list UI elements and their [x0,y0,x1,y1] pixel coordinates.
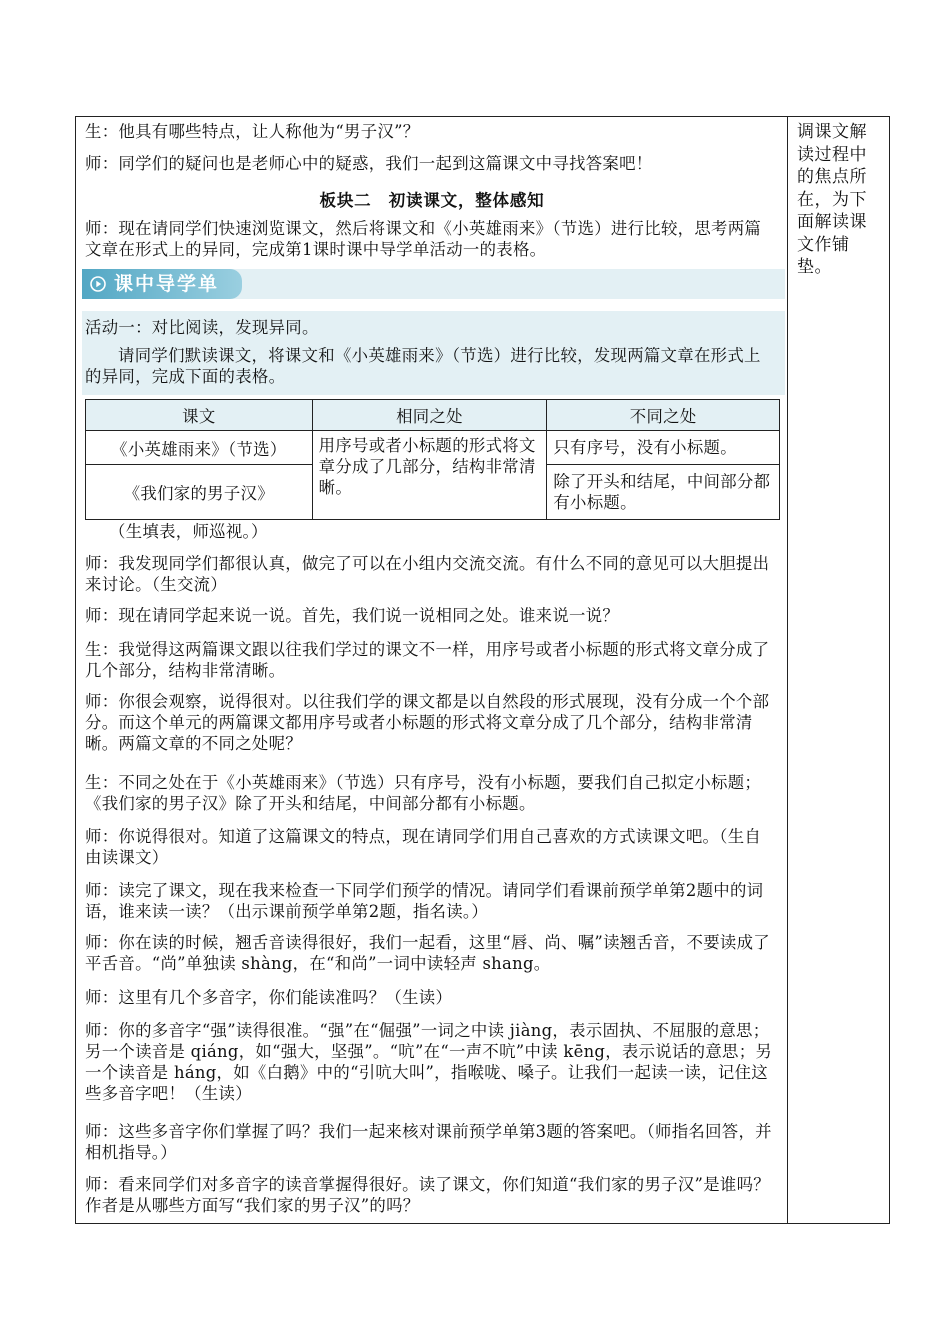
table-header-cell: 不同之处 [547,400,780,431]
lesson-plan-table [75,116,890,1224]
dialogue-line: 师：同学们的疑问也是老师心中的疑惑，我们一起到这篇课文中寻找答案吧！ [85,154,653,173]
dialogue-line: 师：这里有几个多音字，你们能读准吗？（生读） [85,988,453,1007]
dialogue-line: 师：读完了课文，现在我来检查一下同学们预学的情况。请同学们看课前预学单第2题中的词语，谁来读一读？（出示课前预学单第2题，指名读。） [85,881,764,921]
study-guide-banner [82,269,785,299]
section-heading: 板块二 初读课文，整体感知 [319,191,545,210]
activity-instruction: 请同学们默读课文，将课文和《小英雄雨来》（节选）进行比较，发现两篇文章在形式上的异同，完成下面的表格。 [85,346,761,386]
table-header-row [86,400,780,431]
table-cell-text: 《我们家的男子汉》 [86,465,313,520]
side-note: 调课文解读过程中的焦点所在，为下面解读课文作铺垫。 [797,122,867,277]
table-header-cell: 相同之处 [312,400,547,431]
table-cell-text: 《小英雄雨来》（节选） [86,431,313,465]
dialogue-line: 师：你在读的时候，翘舌音读得很好，我们一起看，这里“唇、尚、嘱”读翘舌音，不要读成了平舌音。“尚”单独读 shàng，在“和尚”一词中读轻声 shang。 [85,933,770,973]
activity-title: 活动一：对比阅读，发现异同。 [85,318,319,337]
dialogue-line: 生：他具有哪些特点，让人称他为“男子汉”？ [85,122,420,141]
table-cell-same: 用序号或者小标题的形式将文章分成了几部分，结构非常清晰。 [312,431,547,520]
dialogue-line: 生：不同之处在于《小英雄雨来》（节选）只有序号，没有小标题，要我们自己拟定小标题；《我们家的男子汉》除了开头和结尾，中间部分都有小标题。 [85,773,762,813]
dialogue-line: 师：你的多音字“强”读得很准。“强”在“倔强”一词之中读 jiàng，表示固执、不屈服的意思；另一个读音是 qiáng，如“强大，坚强”。“吭”在“一声不吭”中读 kēng，表示说话的意思；另一个读音是 háng，如《白鹅》中的“引吭大叫”，指喉咙、嗓子。让我们一起读一读，记住这些多音字吧！（生读） [85,1021,773,1103]
play-circle-icon [90,276,106,292]
table-cell-diff: 除了开头和结尾，中间部分都有小标题。 [547,465,780,520]
intro-paragraph: 师：现在请同学们快速浏览课文，然后将课文和《小英雄雨来》（节选）进行比较，思考两篇文章在形式上的异同，完成第1课时课中导学单活动一的表格。 [85,219,762,259]
side-note-column [788,117,889,1223]
dialogue-line: 生：我觉得这两篇课文跟以往我们学过的课文不一样，用序号或者小标题的形式将文章分成了几个部分，结构非常清晰。 [85,640,770,680]
dialogue-line: 师：你很会观察，说得很对。以往我们学的课文都是以自然段的形式展现，没有分成一个个部分。而这个单元的两篇课文都用序号或者小标题的形式将文章分成了几个部分，结构非常清晰。两篇文章的不同之处呢？ [85,692,770,753]
dialogue-line: 师：我发现同学们都很认真，做完了可以在小组内交流交流。有什么不同的意见可以大胆提出来讨论。（生交流） [85,554,770,594]
dialogue-line: 师：这些多音字你们掌握了吗？我们一起来核对课前预学单第3题的答案吧。（师指名回答，并相机指导。） [85,1122,772,1162]
banner-label: 课中导学单 [114,273,220,295]
banner-tab [82,269,242,299]
dialogue-line: 师：看来同学们对多音字的读音掌握得很好。读了课文，你们知道“我们家的男子汉”是谁吗？作者是从哪些方面写“我们家的男子汉”的吗？ [85,1175,770,1215]
comparison-table [85,399,780,520]
table-header-cell: 课文 [86,400,313,431]
main-content-column [76,117,788,1223]
table-row [86,431,780,465]
dialogue-line: 师：你说得很对。知道了这篇课文的特点，现在请同学们用自己喜欢的方式读课文吧。（生自由读课文） [85,827,762,867]
dialogue-line: 师：现在请同学起来说一说。首先，我们说一说相同之处。谁来说一说？ [85,606,620,625]
stage-direction: （生填表，师巡视。） [109,522,268,541]
table-cell-diff: 只有序号，没有小标题。 [547,431,780,465]
